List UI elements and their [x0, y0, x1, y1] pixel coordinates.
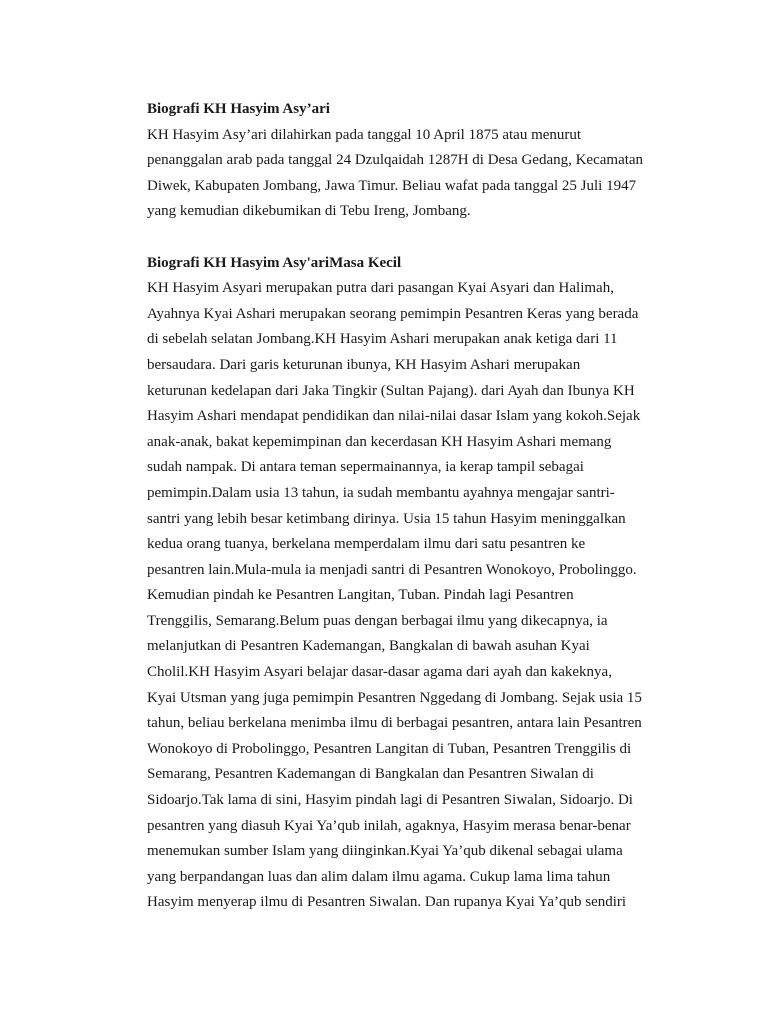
- text-line: Sidoarjo.Tak lama di sini, Hasyim pindah lagi di Pesantren Siwalan, Sidoarjo. Di: [147, 792, 633, 809]
- text-line: penanggalan arab pada tanggal 24 Dzulqaidah 1287H di Desa Gedang, Kecamatan: [147, 152, 644, 169]
- text-line: melanjutkan di Pesantren Kademangan, Bangkalan di bawah asuhan Kyai: [147, 638, 590, 655]
- text-line: Kyai Utsman yang juga pemimpin Pesantren Nggedang di Jombang. Sejak usia 15: [147, 689, 642, 706]
- text-line: kedua orang tuanya, berkelana memperdalam ilmu dari satu pesantren ke: [147, 536, 586, 553]
- text-line: Hasyim menyerap ilmu di Pesantren Siwalan. Dan rupanya Kyai Ya’qub sendiri: [147, 894, 627, 911]
- text-line: tahun, beliau berkelana menimba ilmu di berbagai pesantren, antara lain Pesantren: [147, 715, 642, 732]
- text-line: menemukan sumber Islam yang diinginkan.Kyai Ya’qub dikenal sebagai ulama: [147, 843, 623, 860]
- text-line: Wonokoyo di Probolinggo, Pesantren Langitan di Tuban, Pesantren Trenggilis di: [147, 740, 632, 757]
- text-line: yang kemudian dikebumikan di Tebu Ireng, Jombang.: [147, 203, 471, 220]
- text-line: bersaudara. Dari garis keturunan ibunya, KH Hasyim Ashari merupakan: [147, 356, 581, 373]
- document-page: [147, 97, 667, 916]
- text-line: KH Hasyim Asy’ari dilahirkan pada tanggal 10 April 1875 atau menurut: [147, 126, 582, 143]
- text-line: sudah nampak. Di antara teman sepermainannya, ia kerap tampil sebagai: [147, 459, 584, 476]
- text-line: Trenggilis, Semarang.Belum puas dengan berbagai ilmu yang dikecapnya, ia: [147, 612, 608, 629]
- section-title-biography: Biografi KH Hasyim Asy’ari: [147, 101, 330, 117]
- text-line: anak-anak, bakat kepemimpinan dan kecerdasan KH Hasyim Ashari memang: [147, 433, 612, 450]
- text-line: di sebelah selatan Jombang.KH Hasyim Ashari merupakan anak ketiga dari 11: [147, 331, 618, 348]
- text-line: keturunan kedelapan dari Jaka Tingkir (Sultan Pajang). dari Ayah dan Ibunya KH: [147, 382, 635, 399]
- text-line: Cholil.KH Hasyim Asyari belajar dasar-dasar agama dari ayah dan kakeknya,: [147, 664, 612, 681]
- text-line: Kemudian pindah ke Pesantren Langitan, Tuban. Pindah lagi Pesantren: [147, 587, 574, 604]
- text-line: Semarang, Pesantren Kademangan di Bangkalan dan Pesantren Siwalan di: [147, 766, 594, 783]
- text-line: pesantren lain.Mula-mula ia menjadi santri di Pesantren Wonokoyo, Probolinggo.: [147, 561, 637, 578]
- text-line: pemimpin.Dalam usia 13 tahun, ia sudah membantu ayahnya mengajar santri-: [147, 484, 615, 501]
- paragraph-biography: [147, 123, 667, 225]
- text-line: santri yang lebih besar ketimbang dirinya. Usia 15 tahun Hasyim meninggalkan: [147, 510, 626, 527]
- text-line: pesantren yang diasuh Kyai Ya’qub inilah, agaknya, Hasyim merasa benar-benar: [147, 817, 631, 834]
- text-line: Diwek, Kabupaten Jombang, Jawa Timur. Beliau wafat pada tanggal 25 Juli 1947: [147, 177, 637, 194]
- section-title-childhood: Biografi KH Hasyim Asy'ariMasa Kecil: [147, 254, 402, 271]
- text-line: Hasyim Ashari mendapat pendidikan dan nilai-nilai dasar Islam yang kokoh.Sejak: [147, 408, 641, 425]
- paragraph-childhood: [147, 276, 667, 916]
- text-line: yang berpandangan luas dan alim dalam ilmu agama. Cukup lama lima tahun: [147, 868, 611, 885]
- paragraph-spacer: [147, 225, 667, 251]
- text-line: Ayahnya Kyai Ashari merupakan seorang pemimpin Pesantren Keras yang berada: [147, 305, 639, 322]
- text-line: KH Hasyim Asyari merupakan putra dari pasangan Kyai Asyari dan Halimah,: [147, 280, 614, 297]
